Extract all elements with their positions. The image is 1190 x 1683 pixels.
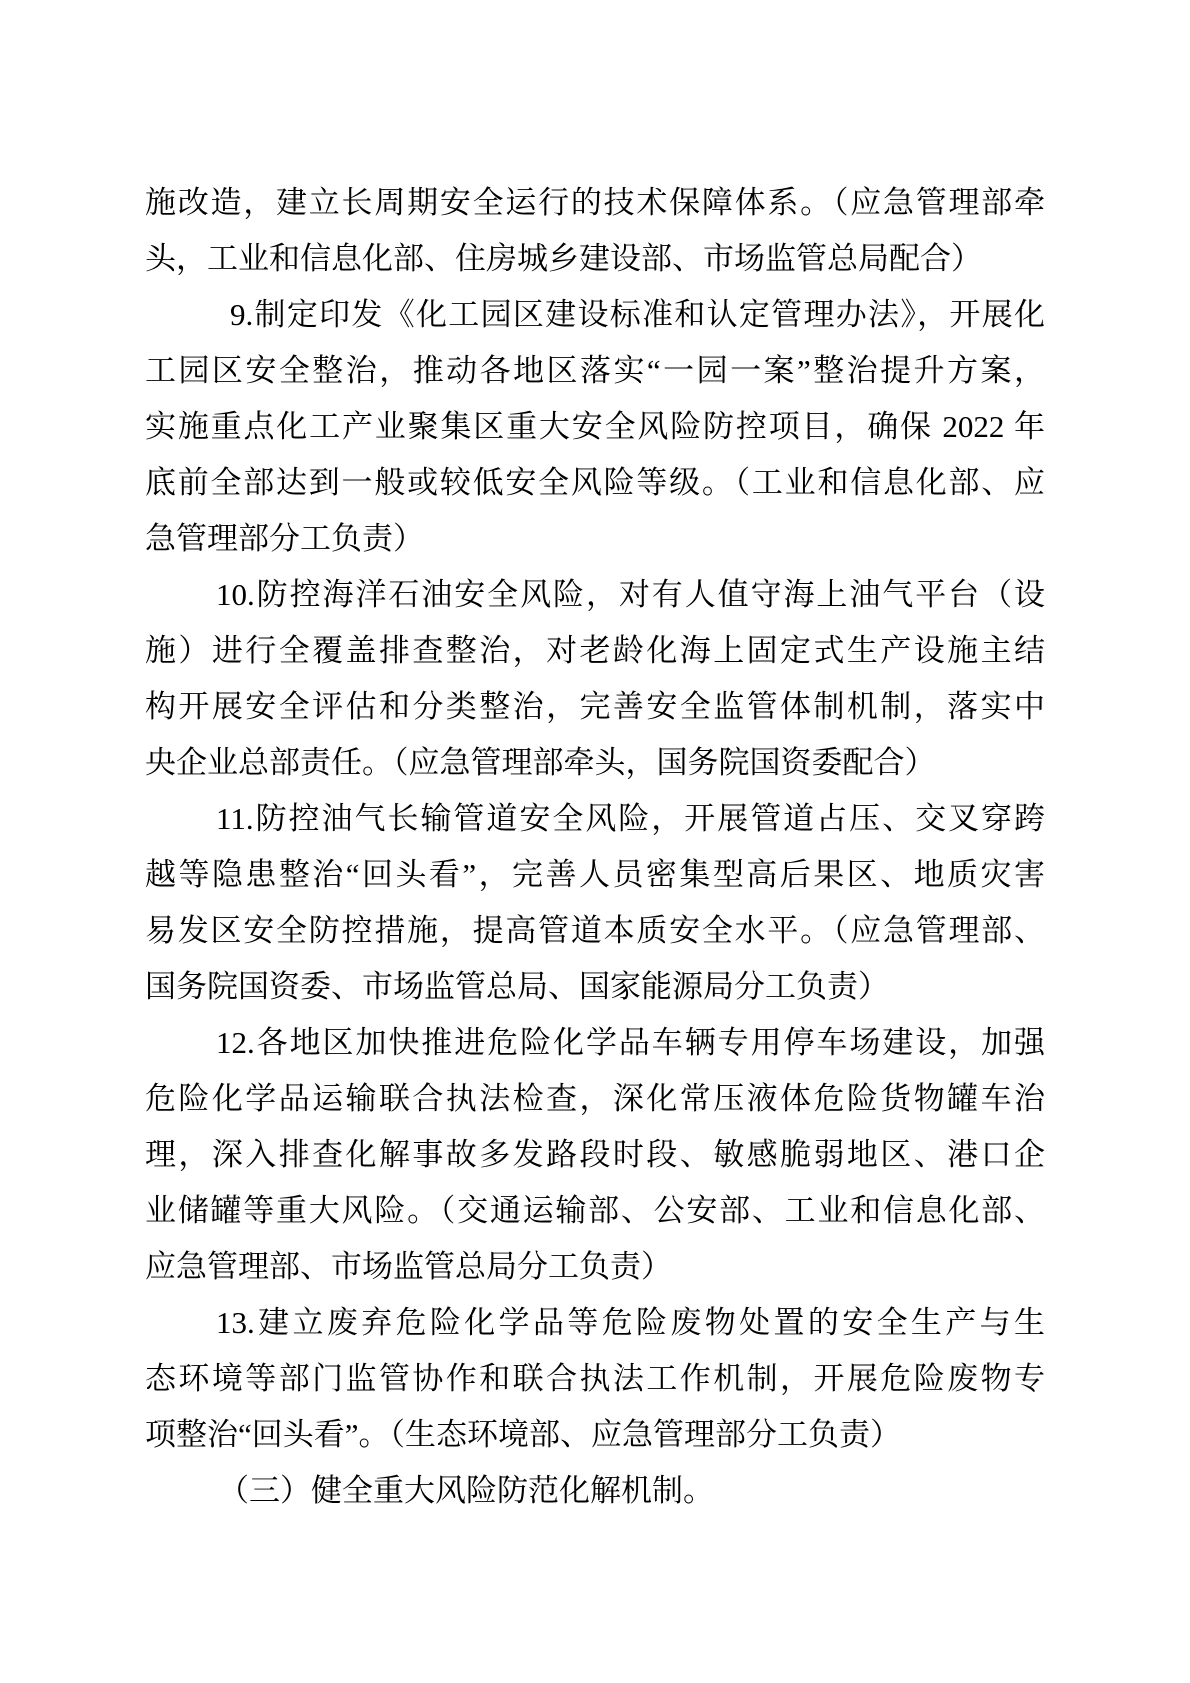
text-line: 急管理部分工负责） (145, 521, 424, 556)
text-line: 项整治“回头看”。（生态环境部、应急管理部分工负责） (145, 1417, 902, 1452)
text-line: 底前全部达到一般或较低安全风险等级。（工业和信息化部、应 (145, 465, 1045, 500)
section-heading-line: （三）健全重大风险防范化解机制。 (218, 1473, 714, 1508)
text-line: 11.防控油气长输管道安全风险，开展管道占压、交叉穿跨 (216, 801, 1045, 836)
text-line: 13.建立废弃危险化学品等危险废物处置的安全生产与生 (216, 1305, 1045, 1340)
text-line: 危险化学品运输联合执法检查，深化常压液体危险货物罐车治 (145, 1081, 1045, 1116)
text-line: 构开展安全评估和分类整治，完善安全监管体制机制，落实中 (145, 689, 1045, 724)
text-line: 理，深入排查化解事故多发路段时段、敏感脆弱地区、港口企 (145, 1137, 1045, 1172)
text-line: 施）进行全覆盖排查整治，对老龄化海上固定式生产设施主结 (145, 633, 1045, 668)
text-line: 态环境等部门监管协作和联合执法工作机制，开展危险废物专 (145, 1361, 1045, 1396)
text-line: 头，工业和信息化部、住房城乡建设部、市场监管总局配合） (145, 241, 982, 276)
text-line: 12.各地区加快推进危险化学品车辆专用停车场建设，加强 (216, 1025, 1045, 1060)
text-line: 易发区安全防控措施，提高管道本质安全水平。（应急管理部、 (145, 913, 1045, 948)
text-line: 国务院国资委、市场监管总局、国家能源局分工负责） (145, 969, 889, 1004)
document-text-block (145, 175, 1045, 1519)
text-line: 9.制定印发《化工园区建设标准和认定管理办法》，开展化 (230, 297, 1045, 332)
text-line: 10.防控海洋石油安全风险，对有人值守海上油气平台（设 (216, 577, 1045, 612)
text-line: 央企业总部责任。（应急管理部牵头，国务院国资委配合） (145, 745, 936, 780)
text-line: 工园区安全整治，推动各地区落实“一园一案”整治提升方案， (145, 353, 1045, 388)
text-line: 实施重点化工产业聚集区重大安全风险防控项目，确保 2022 年 (145, 409, 1045, 444)
text-line: 施改造，建立长周期安全运行的技术保障体系。（应急管理部牵 (145, 185, 1045, 220)
text-line: 业储罐等重大风险。（交通运输部、公安部、工业和信息化部、 (145, 1193, 1045, 1228)
text-line: 越等隐患整治“回头看”，完善人员密集型高后果区、地质灾害 (145, 857, 1045, 892)
text-line: 应急管理部、市场监管总局分工负责） (145, 1249, 672, 1284)
